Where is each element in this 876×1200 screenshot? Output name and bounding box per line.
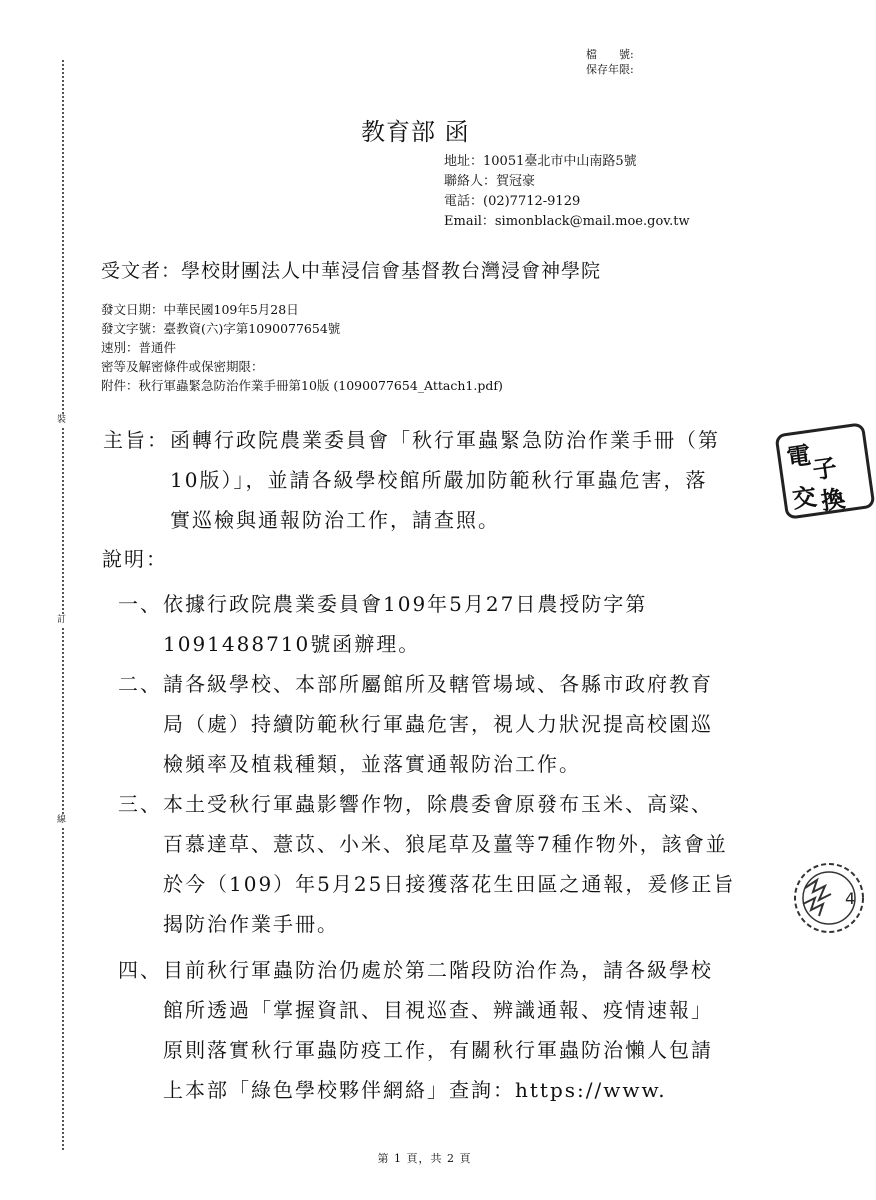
item-number: 四、: [118, 958, 162, 982]
file-info: [586, 47, 634, 77]
item-line: 館所透過「掌握資訊、目視巡查、辨識通報、疫情速報」: [163, 998, 713, 1022]
document-meta: [101, 300, 503, 395]
sender-info: [444, 152, 690, 232]
item-line: 請各級學校、本部所屬館所及轄管場域、各縣市政府教育: [163, 672, 713, 696]
file-number-label: 檔 號:: [586, 48, 634, 61]
sender-address: 地址：10051臺北市中山南路5號: [444, 154, 637, 169]
document-title: 教育部 函: [361, 118, 470, 146]
item-number: 一、: [118, 592, 162, 616]
subject-line: 實巡檢與通報防治工作，請查照。: [170, 508, 500, 532]
seal-text: 4: [845, 889, 856, 908]
binding-margin-line: [62, 60, 64, 1150]
stamp-char: 子: [810, 453, 839, 485]
electronic-exchange-stamp: [774, 422, 875, 520]
item-line: 目前秋行軍蟲防治仍處於第二階段防治作為，請各級學校: [163, 958, 713, 982]
page-footer: 第 1 頁，共 2 頁: [377, 1152, 472, 1165]
subject-line: 10版）」，並請各級學校館所嚴加防範秋行軍蟲危害，落: [170, 468, 708, 492]
item-line: 1091488710號函辦理。: [163, 632, 421, 656]
item-line: 於今（109）年5月25日接獲落花生田區之通報，爰修正旨: [163, 872, 736, 896]
document-number: 發文字號：臺教資(六)字第1090077654號: [101, 321, 341, 336]
sender-email: Email：simonblack@mail.moe.gov.tw: [444, 214, 690, 229]
item-line: 原則落實秋行軍蟲防疫工作，有關秋行軍蟲防治懶人包請: [163, 1038, 713, 1062]
item-line: 局（處）持續防範秋行軍蟲危害，視人力狀況提高校園巡: [163, 712, 713, 736]
item-line: 百慕達草、薏苡、小米、狼尾草及薑等7種作物外，該會並: [163, 832, 728, 856]
sender-phone: 電話：(02)7712-9129: [444, 194, 581, 209]
item-number: 二、: [118, 672, 162, 696]
item-line: 上本部「綠色學校夥伴網絡」查詢：https://www.: [163, 1078, 667, 1102]
subject-label: 主旨：: [103, 428, 169, 452]
item-line: 揭防治作業手冊。: [163, 912, 339, 936]
item-line: 依據行政院農業委員會109年5月27日農授防字第: [163, 592, 648, 616]
item-number: 三、: [118, 792, 162, 816]
stamp-char: 電: [784, 440, 813, 473]
stamp-char: 換: [819, 484, 847, 516]
stamp-char: 交: [790, 482, 819, 514]
retention-label: 保存年限:: [586, 63, 634, 76]
margin-mark-line: 線: [57, 815, 67, 825]
margin-mark-binding: 裝: [57, 415, 67, 425]
explanation-title: 說明：: [102, 547, 168, 571]
item-line: 檢頻率及植栽種類，並落實通報防治工作。: [163, 752, 581, 776]
issue-date: 發文日期：中華民國109年5月28日: [101, 302, 299, 317]
secrecy-level: 密等及解密條件或保密期限：: [101, 359, 264, 374]
seal-icon: [783, 858, 863, 938]
attachment: 附件：秋行軍蟲緊急防治作業手冊第10版 (1090077654_Attach1.pdf): [101, 378, 503, 393]
margin-mark-staple: 訂: [57, 615, 67, 625]
subject-line: 函轉行政院農業委員會「秋行軍蟲緊急防治作業手冊（第: [170, 428, 720, 452]
sender-contact: 聯絡人：賀冠豪: [444, 174, 536, 189]
speed-class: 速別：普通件: [101, 340, 177, 355]
item-line: 本土受秋行軍蟲影響作物，除農委會原發布玉米、高粱、: [163, 792, 713, 816]
recipient: 受文者：學校財團法人中華浸信會基督教台灣浸會神學院: [101, 260, 602, 282]
